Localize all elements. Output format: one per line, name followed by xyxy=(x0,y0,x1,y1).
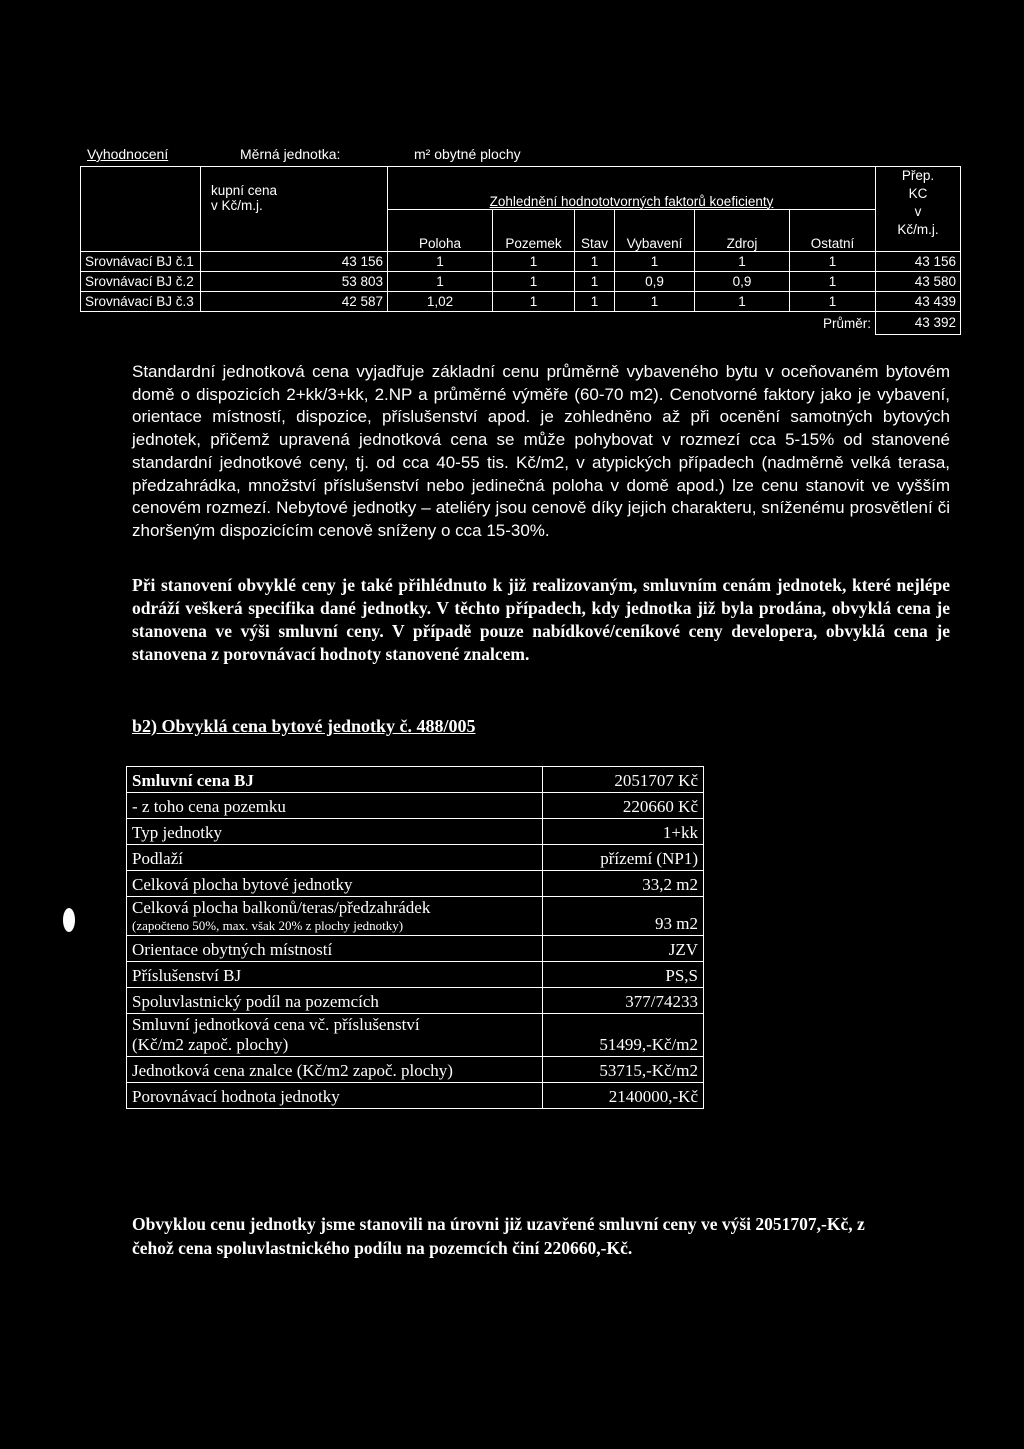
row-value: 2051707 Kč xyxy=(543,767,704,793)
row-label: Spoluvlastnický podíl na pozemcích xyxy=(127,988,543,1014)
factor-name: Ostatní xyxy=(790,209,876,252)
table-header-row xyxy=(81,167,961,210)
row-value: 1+kk xyxy=(543,819,704,845)
row-label: Porovnávací hodnota jednotky xyxy=(127,1083,543,1109)
table-row xyxy=(127,936,704,962)
row-factor: 1 xyxy=(615,252,695,272)
row-label: Celková plocha balkonů/teras/předzahrádek (započteno 50%, max. však 20% z plochy jednotky) xyxy=(127,897,543,936)
conclusion-paragraph: Obvyklou cenu jednotky jsme stanovili na úrovni již uzavřené smluvní ceny ve výši 2051707,-Kč, z čehož cena spoluvlastnického podílu na pozemcích činí 220660,-Kč. xyxy=(132,1214,865,1258)
row-factor: 0,9 xyxy=(615,272,695,292)
average-label: Průměr: xyxy=(822,315,871,331)
row-value: přízemí (NP1) xyxy=(543,845,704,871)
row-factor: 1 xyxy=(695,252,790,272)
row-label: Smluvní jednotková cena vč. příslušenství (Kč/m2 započ. plochy) xyxy=(127,1014,543,1057)
row-name: Srovnávací BJ č.3 xyxy=(81,292,201,312)
row-factor: 1 xyxy=(790,252,876,272)
row-label: - z toho cena pozemku xyxy=(127,793,543,819)
factor-name: Pozemek xyxy=(493,209,575,252)
row-value: 220660 Kč xyxy=(543,793,704,819)
row-adjusted: 43 439 xyxy=(876,292,961,312)
row-value: 377/74233 xyxy=(543,988,704,1014)
factor-name: Stav xyxy=(575,209,615,252)
row-value: 53715,-Kč/m2 xyxy=(543,1057,704,1083)
row-label: Jednotková cena znalce (Kč/m2 započ. plochy) xyxy=(127,1057,543,1083)
average-value: 43 392 xyxy=(876,312,961,335)
row-factor: 1 xyxy=(575,252,615,272)
row-factor: 1,02 xyxy=(388,292,493,312)
table-row xyxy=(127,767,704,793)
row-factor: 1 xyxy=(790,272,876,292)
row-factor: 1 xyxy=(493,292,575,312)
table-row xyxy=(127,1014,704,1057)
row-price: 43 156 xyxy=(201,252,388,272)
row-value: PS,S xyxy=(543,962,704,988)
table-row xyxy=(127,871,704,897)
row-value: 51499,-Kč/m2 xyxy=(543,1014,704,1057)
row-factor: 1 xyxy=(790,292,876,312)
row-factor: 1 xyxy=(493,272,575,292)
row-label: Orientace obytných místností xyxy=(127,936,543,962)
table-row xyxy=(127,962,704,988)
average-row xyxy=(81,312,961,335)
row-factor: 1 xyxy=(388,272,493,292)
row-name: Srovnávací BJ č.2 xyxy=(81,272,201,292)
usual-price-paragraph: Při stanovení obvyklé ceny je také přihlédnuto k již realizovaným, smluvním cenám jednotek, které nejlépe odráží veškerá specifika dané jednotky. V těchto případech, kdy jednotka již byla prodána, obvyklá cena je stanovena ve výši smluvní ceny. V případě pouze nabídkové/ceníkové ceny developera, obvyklá cena je stanovena z porovnávací hodnoty stanovené znalcem. xyxy=(132,575,950,664)
price-header: kupní cena v Kč/m.j. xyxy=(201,167,388,252)
row-value: 33,2 m2 xyxy=(543,871,704,897)
row-value: JZV xyxy=(543,936,704,962)
comparison-table xyxy=(80,166,961,335)
row-factor: 1 xyxy=(575,292,615,312)
row-factor: 1 xyxy=(575,272,615,292)
table-row xyxy=(81,252,961,272)
row-label: Příslušenství BJ xyxy=(127,962,543,988)
contract-table xyxy=(126,766,704,1109)
row-value: 2140000,-Kč xyxy=(543,1083,704,1109)
section-title: b2) Obvyklá cena bytové jednotky č. 488/005 xyxy=(132,716,476,736)
row-factor: 1 xyxy=(695,292,790,312)
row-label: Typ jednotky xyxy=(127,819,543,845)
row-label: Smluvní cena BJ xyxy=(127,767,543,793)
row-adjusted: 43 156 xyxy=(876,252,961,272)
row-price: 42 587 xyxy=(201,292,388,312)
unit-value: m² obytné plochy xyxy=(414,146,521,162)
table-row xyxy=(127,819,704,845)
table-row xyxy=(127,1083,704,1109)
row-label: Podlaží xyxy=(127,845,543,871)
table-row xyxy=(81,292,961,312)
row-name: Srovnávací BJ č.1 xyxy=(81,252,201,272)
row-factor: 1 xyxy=(388,252,493,272)
row-value: 93 m2 xyxy=(543,897,704,936)
adjusted-price-header: Přep. KC v Kč/m.j. xyxy=(876,167,961,252)
header-empty-cell xyxy=(81,167,201,252)
factor-name: Zdroj xyxy=(695,209,790,252)
bullet-mark xyxy=(63,908,75,932)
row-factor: 1 xyxy=(615,292,695,312)
row-factor: 1 xyxy=(493,252,575,272)
table-row xyxy=(127,845,704,871)
table-row xyxy=(127,988,704,1014)
table-row xyxy=(127,793,704,819)
row-adjusted: 43 580 xyxy=(876,272,961,292)
evaluation-title: Vyhodnocení xyxy=(87,146,169,162)
table-row xyxy=(127,897,704,936)
standard-price-paragraph: Standardní jednotková cena vyjadřuje základní cenu průměrně vybaveného bytu v oceňovaném bytovém domě o dispozicích 2+kk/3+kk, 2.NP a průměrné výměře (60-70 m2). Cenotvorné faktory jako je vybavení, orientace místností, dispozice, příslušenství apod. je zohledněno až při ocenění samotných bytových jednotek, přičemž upravená jednotková cena se může pohybovat v rozmezí cca 5-15% od stanovené standardní jednotkové ceny, tj. od cca 40-55 tis. Kč/m2, v atypických případech (nadměrně velká terasa, předzahrádka, množství příslušenství nebo jedinečná poloha v domě apod.) lze cenu stanovit ve vyšším cenovém rozmezí. Nebytové jednotky – ateliéry jsou cenově díky jejich charakteru, sníženému prosvětlení či zhoršeným dispozicícím cenově sníženy o cca 15-30%. xyxy=(132,362,950,540)
row-label: Celková plocha bytové jednotky xyxy=(127,871,543,897)
row-factor: 0,9 xyxy=(695,272,790,292)
factor-name: Vybavení xyxy=(615,209,695,252)
row-price: 53 803 xyxy=(201,272,388,292)
table-row xyxy=(81,272,961,292)
factors-header: Zohlednění hodnototvorných faktorů koeficienty xyxy=(388,167,876,210)
unit-label: Měrná jednotka: xyxy=(240,146,341,162)
table-row xyxy=(127,1057,704,1083)
factor-name: Poloha xyxy=(388,209,493,252)
